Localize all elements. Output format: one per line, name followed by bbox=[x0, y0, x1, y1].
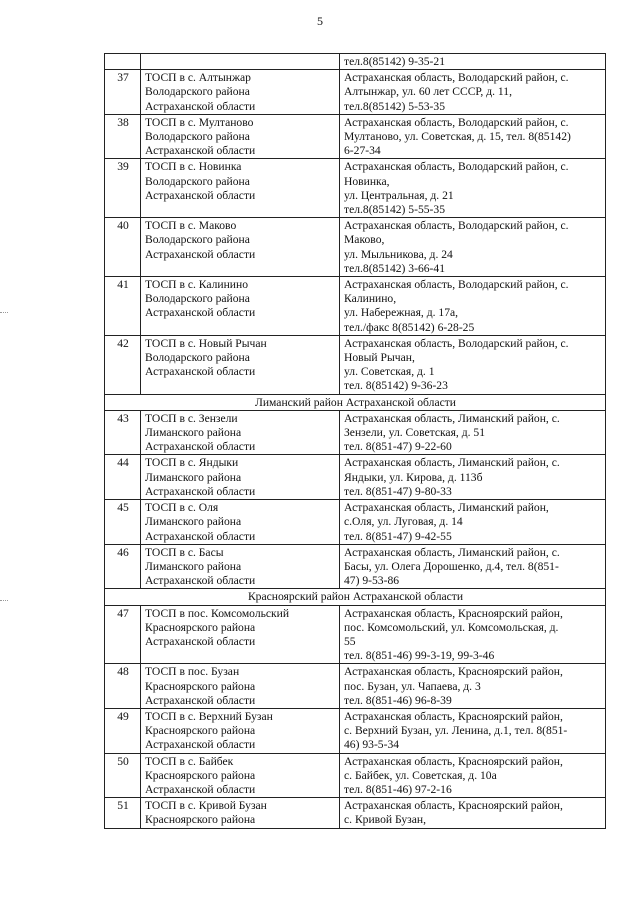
office-name-line: Астраханской области bbox=[145, 365, 256, 379]
address-line: пос. Комсомольский, ул. Комсомольская, д. bbox=[344, 620, 559, 634]
table-row-continuation bbox=[105, 54, 606, 70]
address-line: тел./факс 8(85142) 6-28-25 bbox=[344, 320, 475, 334]
table-row bbox=[105, 159, 606, 218]
address-line: тел. 8(851-47) 9-22-60 bbox=[344, 440, 452, 454]
address-line: 46) 93-5-34 bbox=[344, 738, 400, 752]
table-row bbox=[105, 335, 606, 394]
row-number: 51 bbox=[105, 798, 141, 828]
address-cell bbox=[340, 114, 606, 159]
office-name-line: ТОСП в пос. Бузан bbox=[145, 665, 240, 679]
address-line: Басы, ул. Олега Дорошенко, д.4, тел. 8(851- bbox=[344, 559, 559, 573]
table-row bbox=[105, 708, 606, 753]
address-line: Астраханская область, Красноярский район, bbox=[344, 709, 563, 723]
office-name-line: Астраханской области bbox=[145, 574, 256, 588]
office-name-line: Астраханской области bbox=[145, 188, 256, 202]
row-number: 50 bbox=[105, 753, 141, 798]
section-title: Лиманский район Астраханской области bbox=[105, 394, 606, 410]
office-name-line: Астраханской области bbox=[145, 484, 256, 498]
address-line: Астраханская область, Лиманский район, с. bbox=[344, 456, 560, 470]
office-name-line: Володарского района bbox=[145, 130, 250, 144]
office-name-line: ТОСП в с. Калинино bbox=[145, 278, 248, 292]
address-line: Астраханская область, Володарский район, с. bbox=[344, 160, 569, 174]
table-row bbox=[105, 798, 606, 828]
office-name-line: Лиманского района bbox=[145, 559, 242, 573]
address-cell bbox=[340, 544, 606, 589]
address-line: Мултаново, ул. Советская, д. 15, тел. 8(85142) bbox=[344, 130, 571, 144]
row-number: 43 bbox=[105, 410, 141, 455]
section-title: Красноярский район Астраханской области bbox=[105, 589, 606, 605]
table-row bbox=[105, 664, 606, 709]
office-name-line: Лиманского района bbox=[145, 515, 242, 529]
office-name-line: ТОСП в с. Кривой Бузан bbox=[145, 799, 267, 813]
address-cell bbox=[340, 218, 606, 277]
row-number: 44 bbox=[105, 455, 141, 500]
office-name-cell bbox=[141, 708, 340, 753]
office-name-cell bbox=[141, 753, 340, 798]
office-name-line: Красноярского района bbox=[145, 813, 256, 827]
address-line: Астраханская область, Лиманский район, bbox=[344, 501, 549, 515]
office-name-line: Астраханской области bbox=[145, 693, 256, 707]
office-name-cell bbox=[141, 664, 340, 709]
office-name-line: Астраханской области bbox=[145, 634, 256, 648]
office-name-cell bbox=[141, 70, 340, 115]
row-number-cell bbox=[105, 54, 141, 70]
address-line: Астраханская область, Красноярский район, bbox=[344, 606, 563, 620]
address-line: Астраханская область, Красноярский район, bbox=[344, 665, 563, 679]
row-number: 37 bbox=[105, 70, 141, 115]
address-line: тел.8(85142) 3-66-41 bbox=[344, 261, 446, 275]
address-line: тел. 8(851-46) 99-3-19, 99-3-46 bbox=[344, 649, 495, 663]
office-name-cell bbox=[141, 798, 340, 828]
office-name-line: Астраханской области bbox=[145, 440, 256, 454]
office-name-line: Володарского района bbox=[145, 85, 250, 99]
row-number: 39 bbox=[105, 159, 141, 218]
office-name-line: ТОСП в с. Басы bbox=[145, 545, 224, 559]
address-cell bbox=[340, 335, 606, 394]
row-number: 42 bbox=[105, 335, 141, 394]
address-line: ул. Центральная, д. 21 bbox=[344, 188, 454, 202]
address-line: ул. Мыльникова, д. 24 bbox=[344, 247, 453, 261]
office-name-line: ТОСП в с. Оля bbox=[145, 501, 219, 515]
office-name-line: ТОСП в с. Зензели bbox=[145, 411, 238, 425]
office-name-line: Красноярского района bbox=[145, 724, 256, 738]
address-line: Астраханская область, Володарский район, с. bbox=[344, 278, 569, 292]
office-name-cell bbox=[141, 605, 340, 664]
office-name-line: Лиманского района bbox=[145, 470, 242, 484]
office-name-line: ТОСП в с. Верхний Бузан bbox=[145, 709, 273, 723]
address-line: Яндыки, ул. Кирова, д. 113б bbox=[344, 470, 483, 484]
offices-table bbox=[104, 53, 606, 829]
office-name-line: ТОСП в с. Маково bbox=[145, 219, 237, 233]
address-line: Астраханская область, Володарский район, с. bbox=[344, 115, 569, 129]
address-cell bbox=[340, 159, 606, 218]
address-line: с.Оля, ул. Луговая, д. 14 bbox=[344, 515, 463, 529]
address-cell bbox=[340, 708, 606, 753]
table-row bbox=[105, 500, 606, 545]
section-header-row bbox=[105, 394, 606, 410]
office-name-cell bbox=[141, 410, 340, 455]
address-cell bbox=[340, 277, 606, 336]
office-name-line: ТОСП в с. Новинка bbox=[145, 160, 242, 174]
address-cell bbox=[340, 664, 606, 709]
address-cell bbox=[340, 500, 606, 545]
address-cell bbox=[340, 410, 606, 455]
address-line: Маково, bbox=[344, 233, 385, 247]
address-line: тел. 8(851-46) 97-2-16 bbox=[344, 782, 452, 796]
row-number: 38 bbox=[105, 114, 141, 159]
address-line: Астраханская область, Красноярский район, bbox=[344, 754, 563, 768]
address-line: Астраханская область, Лиманский район, с. bbox=[344, 411, 560, 425]
office-name-cell bbox=[141, 54, 340, 70]
office-name-line: Володарского района bbox=[145, 174, 250, 188]
office-name-line: ТОСП в с. Алтынжар bbox=[145, 71, 251, 85]
table-row bbox=[105, 544, 606, 589]
office-name-line: Володарского района bbox=[145, 233, 250, 247]
address-line: Зензели, ул. Советская, д. 51 bbox=[344, 426, 485, 440]
margin-mark bbox=[0, 312, 8, 313]
office-name-cell bbox=[141, 544, 340, 589]
table-row bbox=[105, 277, 606, 336]
table-row bbox=[105, 70, 606, 115]
address-line: ул. Советская, д. 1 bbox=[344, 365, 435, 379]
table-row bbox=[105, 218, 606, 277]
address-cell bbox=[340, 455, 606, 500]
margin-mark bbox=[0, 600, 8, 601]
row-number: 41 bbox=[105, 277, 141, 336]
table-row bbox=[105, 114, 606, 159]
office-name-line: Красноярского района bbox=[145, 620, 256, 634]
office-name-line: ТОСП в с. Яндыки bbox=[145, 456, 239, 470]
address-line: с. Байбек, ул. Советская, д. 10а bbox=[344, 768, 497, 782]
address-cell bbox=[340, 54, 606, 70]
address-cell bbox=[340, 753, 606, 798]
table-row bbox=[105, 410, 606, 455]
office-name-line: Красноярского района bbox=[145, 679, 256, 693]
address-line: ул. Набережная, д. 17а, bbox=[344, 306, 459, 320]
address-line: тел.8(85142) 5-53-35 bbox=[344, 99, 446, 113]
table-body bbox=[105, 54, 606, 829]
office-name-cell bbox=[141, 114, 340, 159]
row-number: 45 bbox=[105, 500, 141, 545]
office-name-line: ТОСП в с. Байбек bbox=[145, 754, 234, 768]
office-name-line: Астраханской области bbox=[145, 782, 256, 796]
address-line: тел.8(85142) 5-55-35 bbox=[344, 203, 446, 217]
address-line: Астраханская область, Красноярский район, bbox=[344, 799, 563, 813]
office-name-cell bbox=[141, 218, 340, 277]
office-name-cell bbox=[141, 277, 340, 336]
row-number: 46 bbox=[105, 544, 141, 589]
address-line: Астраханская область, Лиманский район, с. bbox=[344, 545, 560, 559]
office-name-line: Астраханской области bbox=[145, 738, 256, 752]
address-line: 47) 9-53-86 bbox=[344, 574, 400, 588]
row-number: 48 bbox=[105, 664, 141, 709]
office-name-line: Астраханской области bbox=[145, 99, 256, 113]
office-name-line: Астраханской области bbox=[145, 306, 256, 320]
address-line: Новый Рычан, bbox=[344, 351, 415, 365]
office-name-line: Красноярского района bbox=[145, 768, 256, 782]
address-line: 6-27-34 bbox=[344, 144, 381, 158]
office-name-cell bbox=[141, 455, 340, 500]
address-cell bbox=[340, 798, 606, 828]
office-name-line: ТОСП в с. Мултаново bbox=[145, 115, 254, 129]
address-line: с. Кривой Бузан, bbox=[344, 813, 426, 827]
address-line: Астраханская область, Володарский район, с. bbox=[344, 71, 569, 85]
address-line: 55 bbox=[344, 634, 356, 648]
office-name-line: ТОСП в с. Новый Рычан bbox=[145, 336, 267, 350]
office-name-line: Лиманского района bbox=[145, 426, 242, 440]
section-header-row bbox=[105, 589, 606, 605]
address-line: тел. 8(851-46) 96-8-39 bbox=[344, 693, 452, 707]
row-number: 49 bbox=[105, 708, 141, 753]
address-line: тел. 8(851-47) 9-80-33 bbox=[344, 484, 452, 498]
office-name-cell bbox=[141, 159, 340, 218]
page-number: 5 bbox=[317, 14, 323, 28]
address-line: Алтынжар, ул. 60 лет СССР, д. 11, bbox=[344, 85, 512, 99]
office-name-line: Астраханской области bbox=[145, 247, 256, 261]
table-row bbox=[105, 455, 606, 500]
address-line: Новинка, bbox=[344, 174, 390, 188]
row-number: 47 bbox=[105, 605, 141, 664]
address-line: тел. 8(85142) 9-36-23 bbox=[344, 379, 448, 393]
office-name-line: Астраханской области bbox=[145, 144, 256, 158]
office-name-cell bbox=[141, 335, 340, 394]
row-number: 40 bbox=[105, 218, 141, 277]
address-line: Астраханская область, Володарский район, с. bbox=[344, 219, 569, 233]
office-name-line: ТОСП в пос. Комсомольский bbox=[145, 606, 290, 620]
address-cell bbox=[340, 605, 606, 664]
office-name-line: Володарского района bbox=[145, 292, 250, 306]
table-row bbox=[105, 605, 606, 664]
office-name-line: Астраханской области bbox=[145, 529, 256, 543]
address-line: с. Верхний Бузан, ул. Ленина, д.1, тел. 8(851- bbox=[344, 724, 568, 738]
address-cell bbox=[340, 70, 606, 115]
address-line: Астраханская область, Володарский район, с. bbox=[344, 336, 569, 350]
address-line: тел. 8(851-47) 9-42-55 bbox=[344, 529, 452, 543]
office-name-line: Володарского района bbox=[145, 351, 250, 365]
table-row bbox=[105, 753, 606, 798]
address-line: пос. Бузан, ул. Чапаева, д. 3 bbox=[344, 679, 481, 693]
address-line: Калинино, bbox=[344, 292, 397, 306]
address-line: тел.8(85142) 9-35-21 bbox=[344, 55, 446, 68]
office-name-cell bbox=[141, 500, 340, 545]
